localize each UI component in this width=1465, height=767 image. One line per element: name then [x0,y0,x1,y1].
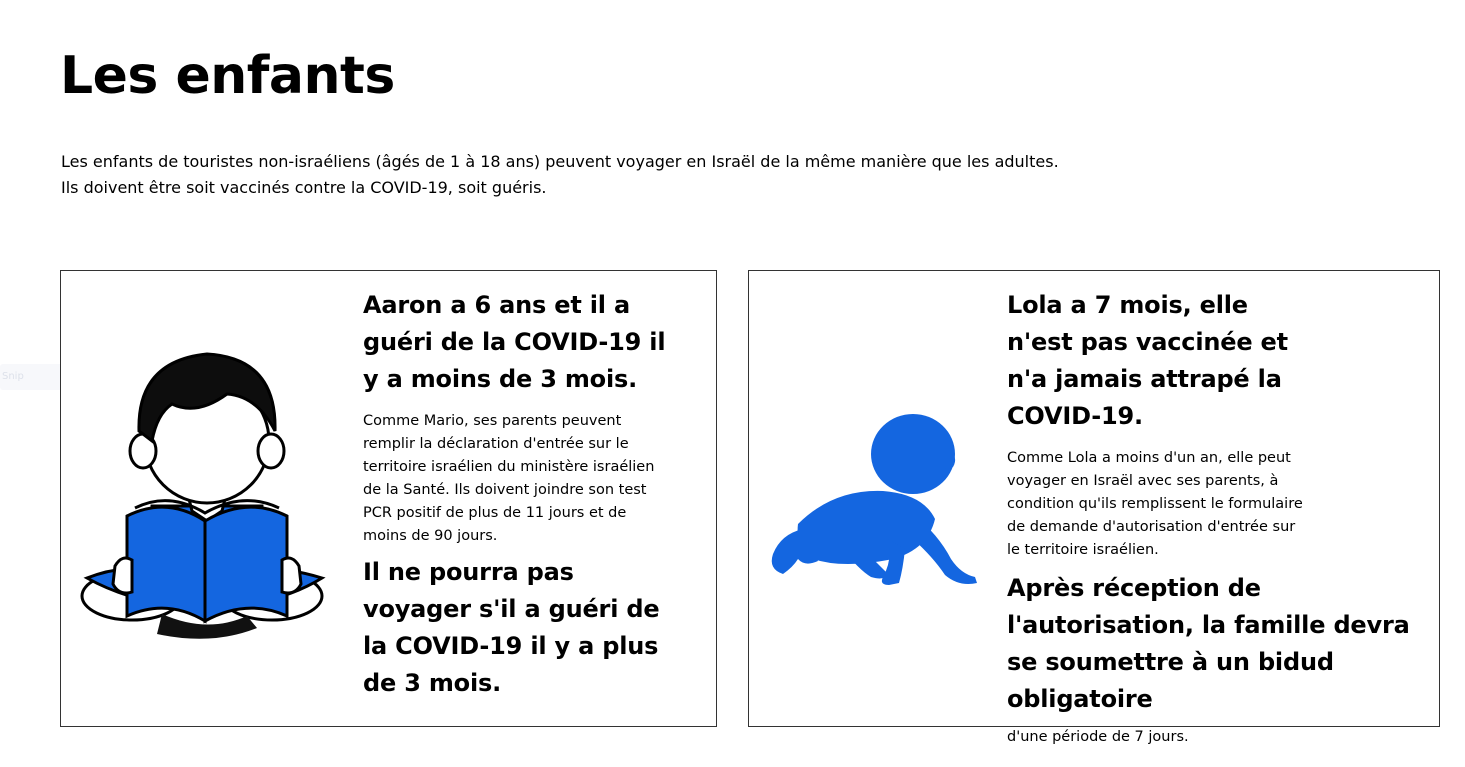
intro-line: Les enfants de touristes non-israéliens (âgés de 1 à 18 ans) peuvent voyager en Israël de la même manière que les adultes. [61,152,1059,171]
intro-text [61,149,1261,201]
aaron-headline: Aaron a 6 ans et il a guéri de la COVID-19 il y a moins de 3 mois. [363,291,666,393]
lola-headline: Lola a 7 mois, elle n'est pas vaccinée et n'a jamais attrapé la COVID-19. [1007,291,1288,430]
intro-line: Ils doivent être soit vaccinés contre la COVID-19, soit guéris. [61,178,547,197]
lola-body: Comme Lola a moins d'un an, elle peut voyager en Israël avec ses parents, à condition qu'ils remplissent le formulaire de demande d'autorisation d'entrée sur le territoire israélien. [1007,450,1303,558]
aaron-text-column [363,287,683,702]
aaron-body: Comme Mario, ses parents peuvent remplir la déclaration d'entrée sur le territoire israélien du ministère israélien de la Santé. Ils doivent joindre son test PCR positif de plus de 11 jours et de moins de 90 jours. [363,413,655,544]
lola-text-column [1007,287,1439,748]
example-card-aaron [60,270,717,727]
snip-overlay-button[interactable]: Snip [0,364,82,390]
lola-quarantine-footnote: d'une période de 7 jours. [1007,729,1189,745]
lola-quarantine-headline: Après réception de l'autorisation, la famille devra se soumettre à un bidud obligatoire [1007,574,1410,713]
aaron-warning-headline: Il ne pourra pas voyager s'il a guéri de la COVID-19 il y a plus de 3 mois. [363,558,660,697]
page-title: Les enfants [60,46,395,106]
example-card-lola [748,270,1440,745]
child-reading-book-illustration-icon [77,316,337,641]
crawling-baby-silhouette-icon [763,409,993,599]
